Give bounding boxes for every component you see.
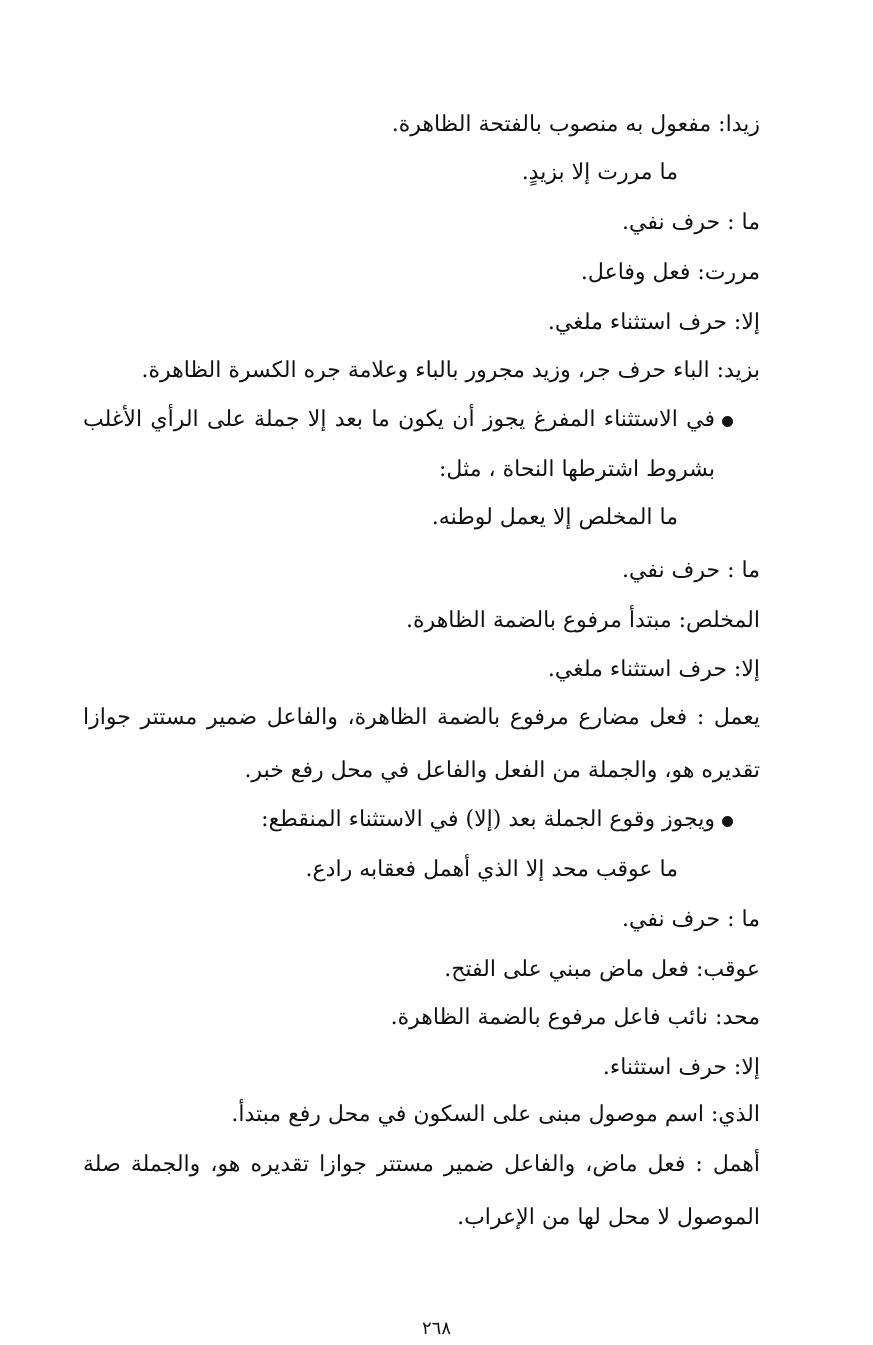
page-number: ٢٦٨ <box>421 1318 451 1339</box>
example-sentence: ما عوقب محد إلا الذي أهمل فعقابه رادع. <box>305 857 678 882</box>
text-line: ما : حرف نفي. <box>621 210 760 235</box>
text-line: محد: نائب فاعل مرفوع بالضمة الظاهرة. <box>390 1005 760 1030</box>
text-line: ما : حرف نفي. <box>621 907 760 932</box>
bullet-marker <box>722 816 733 827</box>
text-line: أهمل : فعل ماض، والفاعل ضمير مستتر جوازا تقديره هو، والجملة صلة <box>83 1152 760 1177</box>
bullet-text-line: بشروط اشترطها النحاة ، مثل: <box>439 457 715 482</box>
text-line: المخلص: مبتدأ مرفوع بالضمة الظاهرة. <box>406 608 760 633</box>
bullet-marker <box>722 416 733 427</box>
bullet-text-line: في الاستثناء المفرغ يجوز أن يكون ما بعد إلا جملة على الرأي الأغلب <box>83 407 715 432</box>
text-line: الذي: اسم موصول مبنى على السكون في محل رفع مبتدأ. <box>231 1102 760 1127</box>
text-line: إلا: حرف استثناء ملغي. <box>547 657 760 682</box>
text-line: يعمل : فعل مضارع مرفوع بالضمة الظاهرة، والفاعل ضمير مستتر جوازا <box>83 705 760 730</box>
text-line: مررت: فعل وفاعل. <box>580 260 760 285</box>
text-line: ما : حرف نفي. <box>621 558 760 583</box>
text-line: زيدا: مفعول به منصوب بالفتحة الظاهرة. <box>391 112 760 137</box>
bullet-text-line: ويجوز وقوع الجملة بعد (إلا) في الاستثناء المنقطع: <box>261 807 715 832</box>
text-line: بزيد: الباء حرف جر، وزيد مجرور بالباء وعلامة جره الكسرة الظاهرة. <box>141 358 760 383</box>
example-sentence: ما مررت إلا بزيدٍ. <box>521 160 678 185</box>
example-sentence: ما المخلص إلا يعمل لوطنه. <box>431 505 678 530</box>
text-line: الموصول لا محل لها من الإعراب. <box>457 1205 760 1230</box>
text-line: تقديره هو، والجملة من الفعل والفاعل في محل رفع خبر. <box>244 758 760 783</box>
text-line: إلا: حرف استثناء. <box>602 1055 760 1080</box>
text-line: عوقب: فعل ماض مبني على الفتح. <box>444 957 760 982</box>
text-line: إلا: حرف استثناء ملغي. <box>547 310 760 335</box>
